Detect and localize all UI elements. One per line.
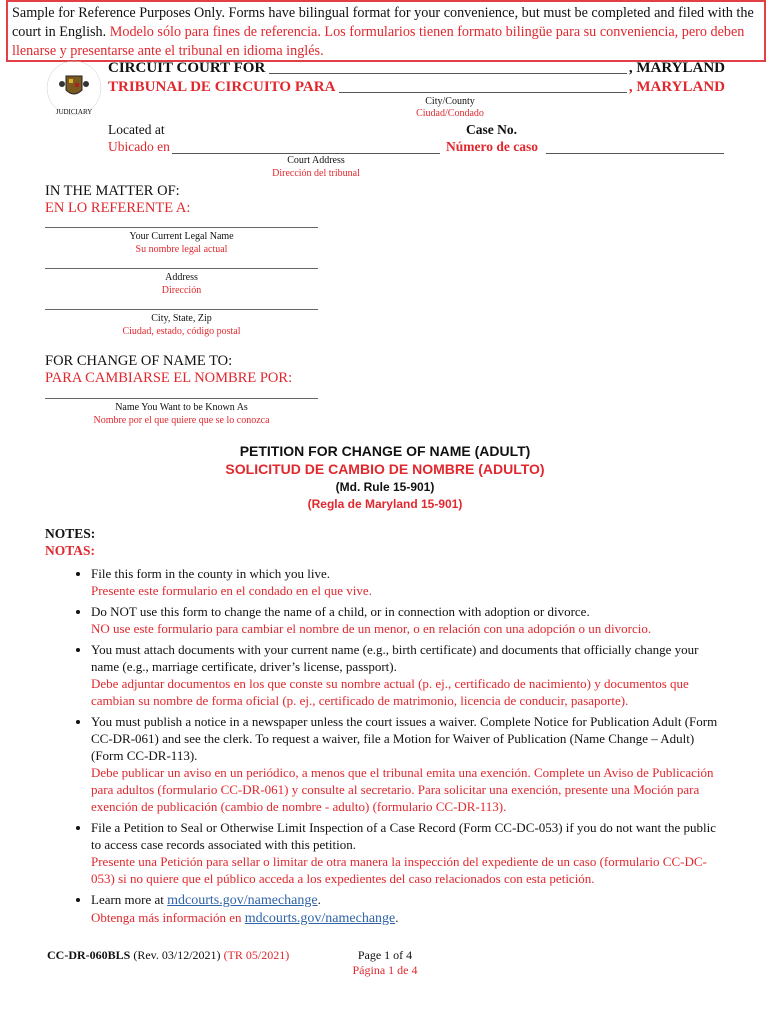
tribunal-line xyxy=(108,79,725,96)
county-field-es[interactable] xyxy=(339,91,626,93)
note-item: • You must publish a notice in a newspaper unless the court issues a waiver. Complete Notice for Publication Adult (Form CC-DR-061) and see the clerk. To request a waiver, file a Motion for Waiver of Publication (Name Change – Adult) (Form CC-DR-113). Debe publicar un aviso en un periódico, a menos que el tribunal emita una exención. Complete un Aviso de Publicación para adultos (formulario CC-DR-061) y consulte al secretario. Para solicitar una exención, presente una Moción para exención de publicación (cambio de nombre - adulto) (formulario CC-DR-113). xyxy=(91,713,725,815)
page-number-es: Página 1 de 4 xyxy=(352,963,418,977)
namechange-link[interactable]: mdcourts.gov/namechange xyxy=(167,893,318,908)
notes-heading: NOTES: xyxy=(45,526,96,541)
change-heading: FOR CHANGE OF NAME TO: xyxy=(45,353,233,369)
case-number-field[interactable] xyxy=(546,153,724,154)
banner-english: Sample for Reference Purposes Only. Forms have bilingual format for your convenience, but must be completed and filed with the court in English. xyxy=(12,5,754,40)
note-item: • You must attach documents with your current name (e.g., birth certificate) and documents that officially change your name (e.g., marriage certificate, driver’s license, passport). Debe adjuntar documentos en los que conste su nombre actual (p. ej., certificado de nacimiento) y documentos que cambian su nombre de forma oficial (p. ej., certificado de matrimonio, licencia de conducir, pasaporte). xyxy=(91,641,725,709)
petition-title: PETITION FOR CHANGE OF NAME (ADULT) xyxy=(239,443,531,459)
located-label: Located at xyxy=(108,122,165,137)
note-item: • File a Petition to Seal or Otherwise Limit Inspection of a Case Record (Form CC-DC-053) if you do not want the public to access case records associated with this petition. Presente una Petición para sellar o limitar de otra manera la inspección del expediente de un caso (formulario CC-DC-053) si no quiere que el público acceda a los expedientes del caso relacionados con esta petición. xyxy=(91,819,725,887)
rule-label: (Md. Rule 15-901) xyxy=(335,480,435,494)
case-no-label-es: Número de caso xyxy=(446,139,538,154)
current-name-label: Your Current Legal Name Su nombre legal actual xyxy=(129,231,234,255)
state-label-es: , MARYLAND xyxy=(628,79,725,95)
city-county-label: City/County xyxy=(425,96,475,107)
located-label-es: Ubicado en xyxy=(108,139,170,154)
current-name-field[interactable] xyxy=(45,227,318,228)
maryland-judiciary-seal-icon xyxy=(44,58,104,118)
note-item: • File this form in the county in which you live. Presente este formulario en el condado en el que vive. xyxy=(91,565,725,599)
notes-list xyxy=(45,565,725,927)
court-address-label-es: Dirección del tribunal xyxy=(272,168,360,179)
address-field[interactable] xyxy=(45,268,318,269)
city-state-zip-field[interactable] xyxy=(45,309,318,310)
state-label: , MARYLAND xyxy=(628,60,725,76)
note-item: • Do NOT use this form to change the name of a child, or in connection with adoption or divorce. NO use este formulario para cambiar el nombre de un menor, o en relación con una adopción o un divorcio. xyxy=(91,603,725,637)
case-no-label: Case No. xyxy=(466,122,517,137)
namechange-link-es[interactable]: mdcourts.gov/namechange xyxy=(244,911,396,926)
city-state-zip-label: City, State, Zip Ciudad, estado, código postal xyxy=(122,313,241,337)
court-address-field[interactable] xyxy=(172,153,440,154)
petition-title-es: SOLICITUD DE CAMBIO DE NOMBRE (ADULTO) xyxy=(225,461,545,477)
address-label: Address Dirección xyxy=(161,272,202,296)
reference-banner xyxy=(6,0,766,62)
change-heading-es: PARA CAMBIARSE EL NOMBRE POR: xyxy=(45,370,293,386)
city-county-label-es: Ciudad/Condado xyxy=(416,108,484,119)
matter-heading-es: EN LO REFERENTE A: xyxy=(45,200,191,216)
note-item-learn-more: • Learn more at mdcourts.gov/namechange. Obtenga más información en mdcourts.gov/namechange. xyxy=(91,891,725,927)
county-field[interactable] xyxy=(269,72,627,74)
rule-label-es: (Regla de Maryland 15-901) xyxy=(307,497,463,511)
court-address-label: Court Address xyxy=(287,155,345,166)
form-id: CC-DR-060BLS (Rev. 03/12/2021) (TR 05/2021) xyxy=(47,948,290,962)
court-label: CIRCUIT COURT FOR xyxy=(108,60,266,76)
new-name-field[interactable] xyxy=(45,398,318,399)
page-number: Page 1 of 4 xyxy=(357,948,413,962)
notes-section xyxy=(45,525,725,931)
matter-heading: IN THE MATTER OF: xyxy=(45,183,180,199)
circuit-court-line xyxy=(108,60,725,77)
svg-text:JUDICIARY: JUDICIARY xyxy=(55,108,93,116)
court-label-es: TRIBUNAL DE CIRCUITO PARA xyxy=(108,79,336,95)
new-name-label: Name You Want to be Known As Nombre por el que quiere que se lo conozca xyxy=(93,402,270,426)
banner-spanish: Modelo sólo para fines de referencia. Los formularios tienen formato bilingüe para su conveniencia, pero deben llenarse y presentarse ante el tribunal en idioma inglés. xyxy=(12,24,745,59)
notes-heading-es: NOTAS: xyxy=(45,543,96,558)
